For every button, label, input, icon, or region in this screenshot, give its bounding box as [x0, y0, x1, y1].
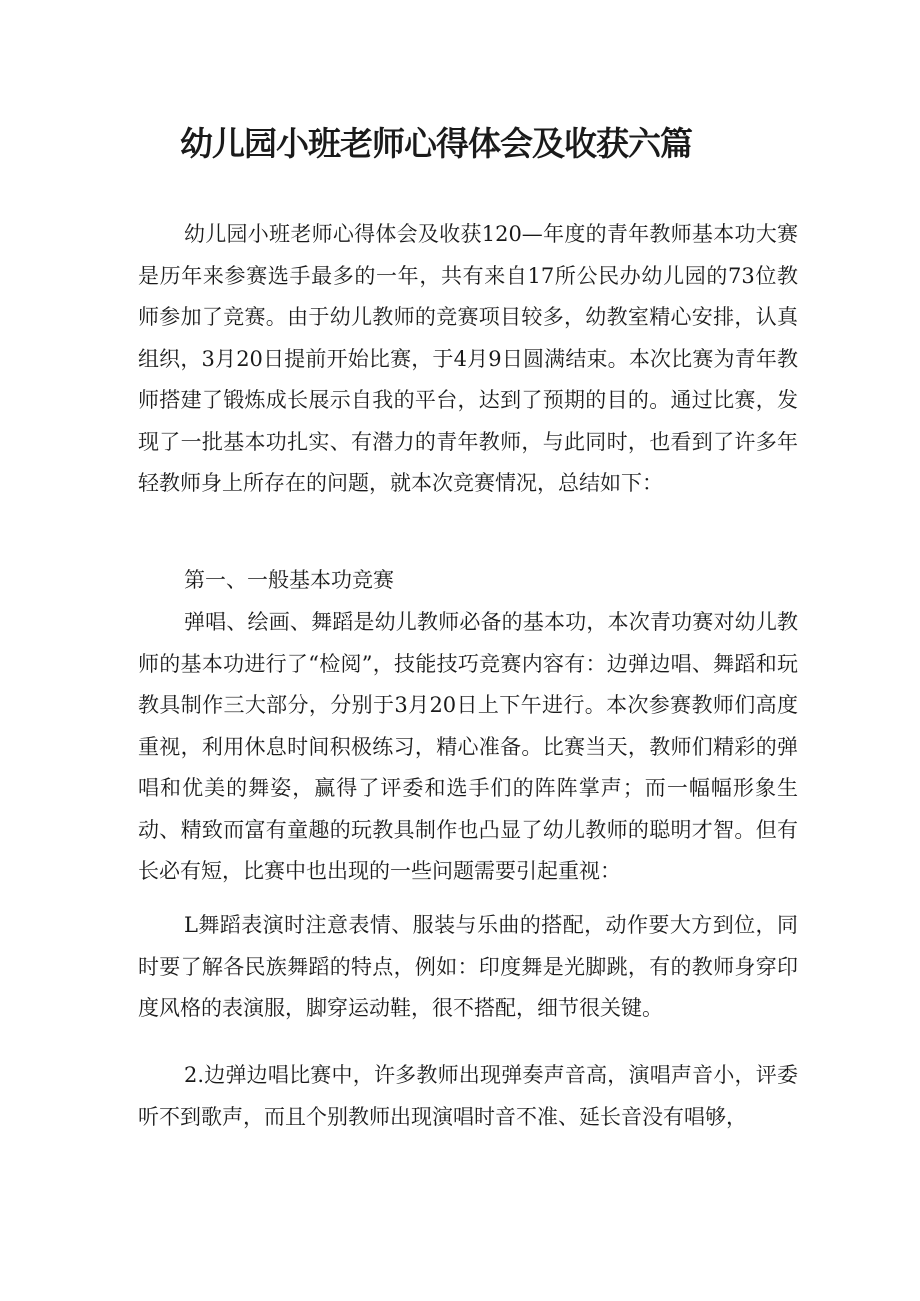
document-title: 幼儿园小班老师心得体会及收获六篇 [180, 124, 692, 163]
paragraph-point-2: 2.边弹边唱比赛中，许多教师出现弹奏声音高，演唱声音小，评委听不到歌声，而且个别教师出现演唱时音不准、延长音没有唱够， [138, 1063, 798, 1129]
paragraph-intro: 幼儿园小班老师心得体会及收获120—年度的青年教师基本功大赛是历年来参赛选手最多的一年，共有来自17所公民办幼儿园的73位教师参加了竞赛。由于幼儿教师的竞赛项目较多，幼教室精心安排，认真组织，3月20日提前开始比赛，于4月9日圆满结束。本次比赛为青年教师搭建了锻炼成长展示自我的平台，达到了预期的目的。通过比赛，发现了一批基本功扎实、有潜力的青年教师，与此同时，也看到了许多年轻教师身上所存在的问题，就本次竞赛情况，总结如下： [138, 222, 798, 495]
paragraph-point-1: L舞蹈表演时注意表情、服装与乐曲的搭配，动作要大方到位，同时要了解各民族舞蹈的特点，例如：印度舞是光脚跳，有的教师身穿印度风格的表演服，脚穿运动鞋，很不搭配，细节很关键。 [138, 913, 798, 1020]
section-heading-1: 第一、一般基本功竞赛 [184, 568, 394, 592]
paragraph-basic-skills: 弹唱、绘画、舞蹈是幼儿教师必备的基本功，本次青功赛对幼儿教师的基本功进行了“检阅”，技能技巧竞赛内容有：边弹边唱、舞蹈和玩教具制作三大部分，分别于3月20日上下午进行。本次参赛教师们高度重视，利用休息时间积极练习，精心准备。比赛当天，教师们精彩的弹唱和优美的舞姿，赢得了评委和选手们的阵阵掌声；而一幅幅形象生动、精致而富有童趣的玩教具制作也凸显了幼儿教师的聪明才智。但有长必有短，比赛中也出现的一些问题需要引起重视： [138, 610, 798, 883]
